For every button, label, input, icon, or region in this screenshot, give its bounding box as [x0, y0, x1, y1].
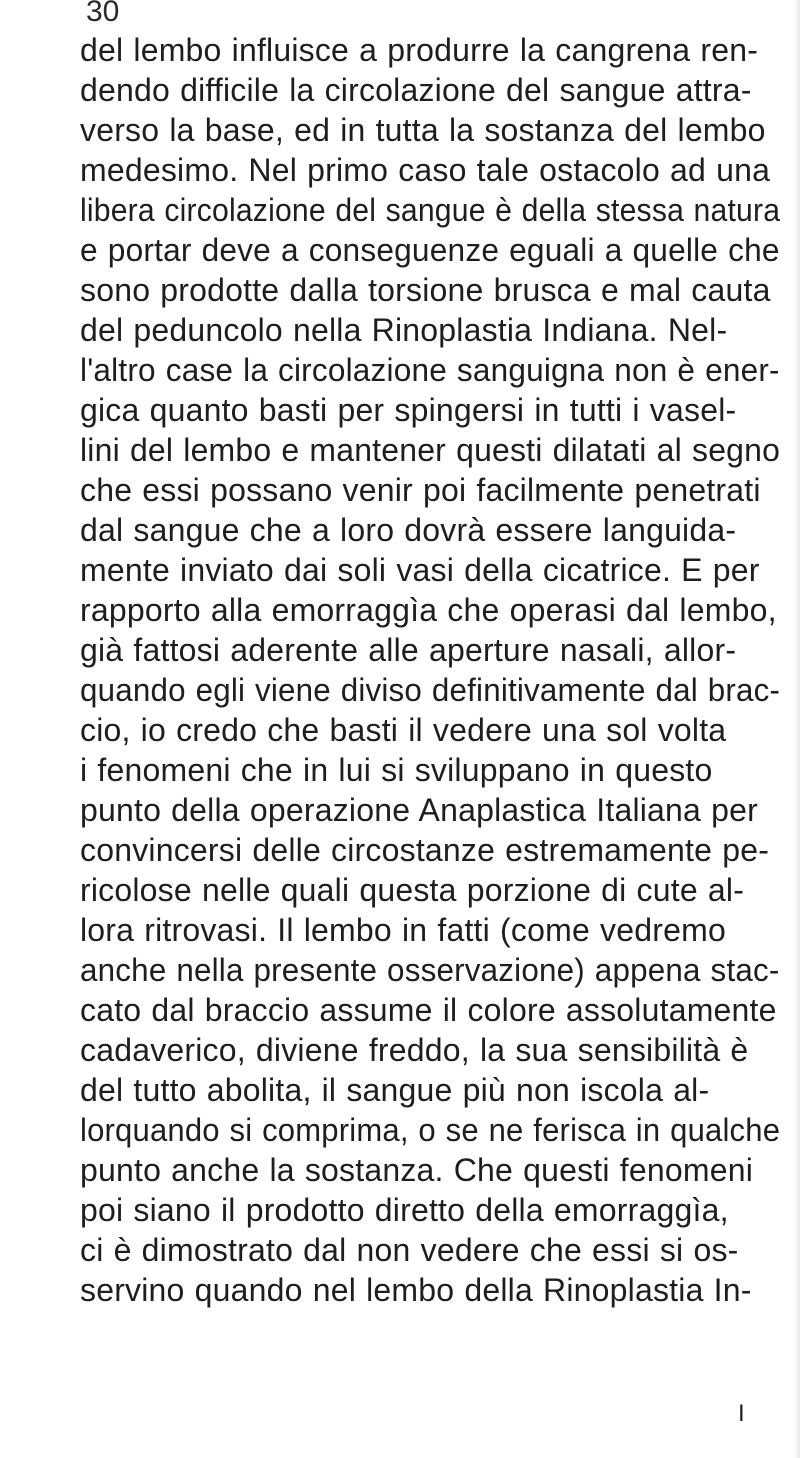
text-line: punto anche la sostanza. Che questi fenomeni — [80, 1152, 754, 1188]
text-line: dal sangue che a loro dovrà essere languida- — [80, 512, 737, 548]
text-line: punto della operazione Anaplastica Italiana per — [80, 792, 758, 828]
text-line: l'altro case la circolazione sanguigna non è ener- — [80, 352, 780, 388]
text-line: cato dal braccio assume il colore assolutamente — [80, 992, 777, 1028]
text-line: del lembo influisce a produrre la cangrena ren- — [80, 32, 759, 68]
text-line: sono prodotte dalla torsione brusca e mal cauta — [80, 272, 771, 308]
text-line: ci è dimostrato dal non vedere che essi si os- — [80, 1232, 739, 1268]
page-number: 30 — [86, 0, 120, 28]
text-line: anche nella presente osservazione) appena stac- — [80, 952, 780, 988]
text-line: gica quanto basti per spingersi in tutti i vasel- — [80, 392, 737, 428]
text-line: verso la base, ed in tutta la sostanza del lembo — [80, 112, 766, 148]
signature-mark: I — [738, 1400, 745, 1427]
text-line: e portar deve a conseguenze eguali a quelle che — [80, 232, 780, 268]
text-line: cio, io credo che basti il vedere una sol volta — [80, 712, 727, 748]
text-line: servino quando nel lembo della Rinoplastia In- — [80, 1272, 752, 1308]
text-line: ricolose nelle quali questa porzione di cute al- — [80, 872, 745, 908]
text-line: lini del lembo e mantener questi dilatati al segno — [80, 432, 781, 468]
text-line: che essi possano venir poi facilmente penetrati — [80, 472, 761, 508]
text-line: lora ritrovasi. Il lembo in fatti (come vedremo — [80, 912, 726, 948]
text-line: poi siano il prodotto diretto della emorraggìa, — [80, 1192, 729, 1228]
text-line: rapporto alla emorraggìa che operasi dal lembo, — [80, 592, 777, 628]
text-line: lorquando si comprima, o se ne ferisca in qualche — [80, 1112, 781, 1148]
page-edge-shadow — [794, 0, 800, 1458]
text-line: i fenomeni che in lui si sviluppano in questo — [80, 752, 713, 788]
text-line: mente inviato dai soli vasi della cicatrice. E per — [80, 552, 760, 588]
text-line: medesimo. Nel primo caso tale ostacolo ad una — [80, 152, 771, 188]
text-line: libera circolazione del sangue è della stessa natura — [80, 192, 781, 228]
text-line: dendo difficile la circolazione del sangue attra- — [80, 72, 752, 108]
text-line: convincersi delle circostanze estremamente pe- — [80, 832, 770, 868]
text-line: cadaverico, diviene freddo, la sua sensibilità è — [80, 1032, 749, 1068]
text-line: del peduncolo nella Rinoplastia Indiana. Nel- — [80, 312, 728, 348]
text-line: quando egli viene diviso definitivamente dal brac- — [80, 672, 781, 708]
text-line: già fattosi aderente alle aperture nasali, allor- — [80, 632, 737, 668]
text-line: del tutto abolita, il sangue più non iscola al- — [80, 1072, 710, 1108]
